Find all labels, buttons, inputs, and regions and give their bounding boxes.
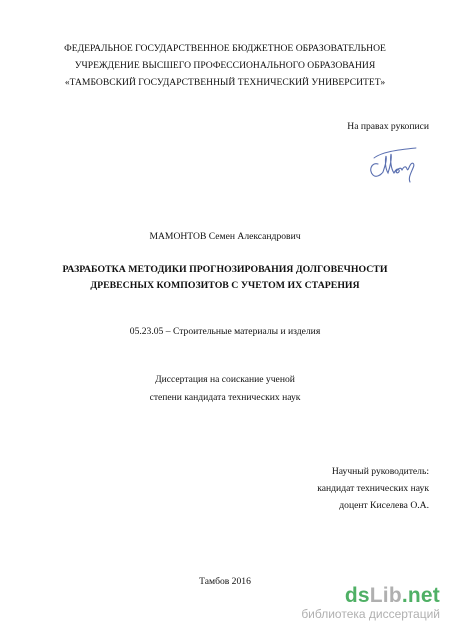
institution-header bbox=[0, 40, 450, 91]
specialty-code: 05.23.05 – Строительные материалы и изделия bbox=[129, 326, 321, 337]
logo-lib: Lib bbox=[369, 584, 402, 607]
dslib-watermark bbox=[301, 585, 440, 621]
logo-net: .net bbox=[401, 584, 440, 607]
supervisor-name: доцент Киселева О.А. bbox=[339, 500, 429, 511]
institution-line-2: УЧРЕЖДЕНИЕ ВЫСШЕГО ПРОФЕССИОНАЛЬНОГО ОБРАЗОВАНИЯ bbox=[74, 60, 376, 71]
degree-statement bbox=[0, 371, 450, 407]
supervisor-label: Научный руководитель: bbox=[331, 466, 429, 477]
degree-line-1: Диссертация на соискание ученой bbox=[155, 374, 295, 385]
scientific-supervisor bbox=[317, 463, 429, 514]
dslib-tagline: библиотека диссертаций bbox=[301, 607, 440, 621]
degree-line-2: степени кандидата технических наук bbox=[149, 392, 301, 403]
author-name: МАМОНТОВ Семен Александрович bbox=[149, 231, 301, 242]
title-line-1: РАЗРАБОТКА МЕТОДИКИ ПРОГНОЗИРОВАНИЯ ДОЛГОВЕЧНОСТИ bbox=[62, 264, 388, 275]
manuscript-rights-note: На правах рукописи bbox=[347, 121, 429, 132]
city-year: Тамбов 2016 bbox=[199, 576, 251, 587]
dissertation-title bbox=[0, 262, 450, 294]
institution-line-1: ФЕДЕРАЛЬНОЕ ГОСУДАРСТВЕННОЕ БЮДЖЕТНОЕ ОБРАЗОВАТЕЛЬНОЕ bbox=[64, 43, 386, 54]
supervisor-degree: кандидат технических наук bbox=[317, 483, 429, 494]
logo-ds: ds bbox=[344, 584, 370, 607]
title-line-2: ДРЕВЕСНЫХ КОМПОЗИТОВ С УЧЕТОМ ИХ СТАРЕНИЯ bbox=[90, 280, 360, 291]
author-signature bbox=[364, 142, 424, 184]
dslib-logo bbox=[301, 585, 440, 607]
institution-line-3: «ТАМБОВСКИЙ ГОСУДАРСТВЕННЫЙ ТЕХНИЧЕСКИЙ УНИВЕРСИТЕТ» bbox=[64, 77, 386, 88]
